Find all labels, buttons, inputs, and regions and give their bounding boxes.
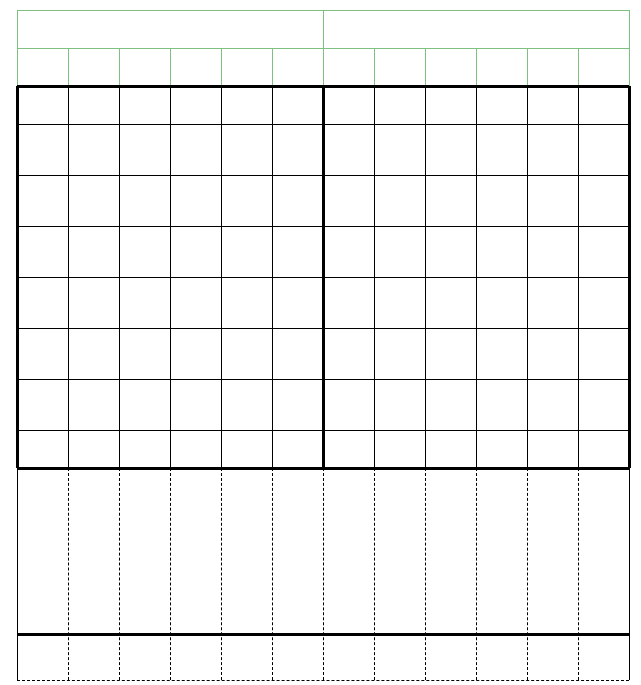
header-column-border [476, 48, 477, 86]
column-number [119, 48, 170, 86]
header-column-border [221, 48, 222, 86]
header-column-border [323, 48, 324, 86]
row-label-col7 [323, 379, 374, 430]
data-column-border [527, 86, 528, 468]
data-column-border [425, 86, 426, 468]
header-column-border [272, 48, 273, 86]
row-label-col7 [323, 430, 374, 468]
data-column-border [272, 86, 273, 468]
reagent-label [68, 468, 119, 634]
header-column-border [578, 48, 579, 86]
reagent-column-border [476, 468, 477, 680]
top-fragment-text [30, 0, 390, 6]
column-number [68, 48, 119, 86]
column-number [578, 48, 629, 86]
row-label-col1 [17, 379, 68, 430]
data-column-border [221, 86, 222, 468]
header-left-border [17, 10, 18, 86]
row-label-col1 [17, 328, 68, 379]
column-number [527, 48, 578, 86]
row-label-col7 [323, 328, 374, 379]
header-column-border [119, 48, 120, 86]
row-label-col1 [17, 430, 68, 468]
reagent-column-border [578, 468, 579, 680]
reagent-label [476, 468, 527, 634]
reagent-label [272, 468, 323, 634]
header-column-border [68, 48, 69, 86]
sample-label [323, 634, 374, 680]
data-column-border [68, 86, 69, 468]
row-label-col7 [323, 226, 374, 277]
header-right-border [629, 10, 630, 86]
row-label-col7 [323, 86, 374, 124]
sample-bottom-border [17, 680, 629, 681]
header-column-border [425, 48, 426, 86]
reagent-label [374, 468, 425, 634]
row-label-col1 [17, 226, 68, 277]
row-label-col7 [323, 124, 374, 175]
sample-separator [17, 633, 629, 636]
header-column-border [527, 48, 528, 86]
row-label-col1 [17, 86, 68, 124]
column-number [170, 48, 221, 86]
reagent-label [578, 468, 629, 634]
group-header-1 [17, 10, 323, 48]
data-column-border [170, 86, 171, 468]
reagent-label [119, 468, 170, 634]
row-label-col1 [17, 277, 68, 328]
reagent-column-border [374, 468, 375, 680]
data-group-divider [322, 86, 325, 468]
data-column-border [476, 86, 477, 468]
row-label-col7 [323, 175, 374, 226]
column-number [476, 48, 527, 86]
reagent-label [17, 468, 68, 634]
group-divider [323, 10, 324, 48]
column-number [425, 48, 476, 86]
reagent-label [170, 468, 221, 634]
reagent-column-border [221, 468, 222, 680]
column-number [17, 48, 68, 86]
data-left-border [16, 86, 19, 468]
column-number [374, 48, 425, 86]
row-label-col1 [17, 124, 68, 175]
reagent-column-border [170, 468, 171, 680]
row-label-col1 [17, 175, 68, 226]
reagent-label [527, 468, 578, 634]
data-right-border [628, 86, 631, 468]
reagent-column-border [323, 468, 324, 680]
group-header-2 [323, 10, 629, 48]
data-column-border [374, 86, 375, 468]
data-column-border [578, 86, 579, 468]
reagent-outer-border [17, 468, 18, 680]
sample-label [17, 634, 68, 680]
reagent-column-border [272, 468, 273, 680]
reagent-column-border [119, 468, 120, 680]
header-column-border [374, 48, 375, 86]
reagent-column-border [527, 468, 528, 680]
reagent-outer-border [629, 468, 630, 680]
column-number [221, 48, 272, 86]
reagent-label [425, 468, 476, 634]
data-column-border [119, 86, 120, 468]
column-number [272, 48, 323, 86]
header-column-border [170, 48, 171, 86]
reagent-column-border [425, 468, 426, 680]
row-label-col7 [323, 277, 374, 328]
reagent-column-border [68, 468, 69, 680]
reagent-label [221, 468, 272, 634]
column-number [323, 48, 374, 86]
reagent-label [323, 468, 374, 634]
